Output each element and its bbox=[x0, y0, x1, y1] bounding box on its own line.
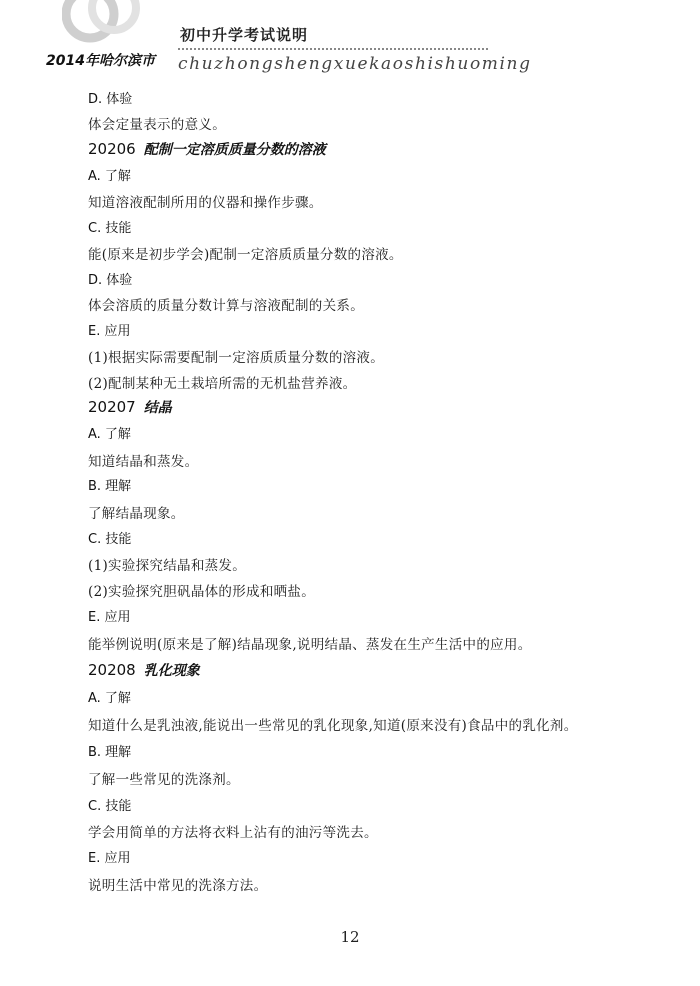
page-header bbox=[0, 0, 700, 90]
body-text: 能举例说明(原来是了解)结晶现象,说明结晶、蒸发在生产生活中的应用。 bbox=[88, 637, 532, 653]
section-name: 乳化现象 bbox=[143, 663, 200, 679]
level-label: C. 技能 bbox=[88, 532, 132, 547]
level-label: B. 理解 bbox=[88, 479, 132, 494]
body-text: 体会溶质的质量分数计算与溶液配制的关系。 bbox=[88, 298, 364, 314]
body-text: 知道溶液配制所用的仪器和操作步骤。 bbox=[88, 195, 323, 211]
section-code: 20208 bbox=[88, 661, 136, 679]
body-text: 知道什么是乳浊液,能说出一些常见的乳化现象,知道(原来没有)食品中的乳化剂。 bbox=[88, 718, 578, 734]
section-name: 配制一定溶质质量分数的溶液 bbox=[143, 142, 326, 158]
section-heading bbox=[88, 139, 326, 159]
header-divider bbox=[178, 48, 488, 50]
body-text: 学会用简单的方法将衣料上沾有的油污等洗去。 bbox=[88, 825, 378, 841]
header-pinyin: chuzhongshengxuekaoshishuoming bbox=[178, 54, 532, 74]
body-text: (1)实验探究结晶和蒸发。 bbox=[88, 558, 247, 574]
level-label: D. 体验 bbox=[88, 92, 133, 107]
header-title: 初中升学考试说明 bbox=[180, 26, 309, 44]
section-code: 20207 bbox=[88, 398, 136, 416]
level-label: A. 了解 bbox=[88, 691, 131, 706]
section-code: 20206 bbox=[88, 140, 136, 158]
body-text: 能(原来是初步学会)配制一定溶质质量分数的溶液。 bbox=[88, 247, 403, 263]
level-label: A. 了解 bbox=[88, 427, 131, 442]
page-number: 12 bbox=[340, 928, 360, 946]
level-label: E. 应用 bbox=[88, 324, 131, 339]
body-text: 体会定量表示的意义。 bbox=[88, 117, 226, 133]
body-text: 说明生活中常见的洗涤方法。 bbox=[88, 878, 268, 894]
section-name: 结晶 bbox=[143, 400, 172, 416]
level-label: C. 技能 bbox=[88, 799, 132, 814]
level-label: E. 应用 bbox=[88, 851, 131, 866]
level-label: C. 技能 bbox=[88, 221, 132, 236]
body-text: (2)实验探究胆矾晶体的形成和晒盐。 bbox=[88, 584, 316, 600]
level-label: D. 体验 bbox=[88, 273, 133, 288]
body-text: 知道结晶和蒸发。 bbox=[88, 454, 199, 470]
section-heading bbox=[88, 660, 200, 680]
section-heading bbox=[88, 397, 172, 417]
level-label: A. 了解 bbox=[88, 169, 131, 184]
header-city: 2014年哈尔滨市 bbox=[46, 53, 155, 69]
body-text: 了解结晶现象。 bbox=[88, 506, 185, 522]
body-text: (1)根据实际需要配制一定溶质质量分数的溶液。 bbox=[88, 350, 385, 366]
level-label: E. 应用 bbox=[88, 610, 131, 625]
body-text: 了解一些常见的洗涤剂。 bbox=[88, 772, 240, 788]
level-label: B. 理解 bbox=[88, 745, 132, 760]
body-text: (2)配制某种无土栽培所需的无机盐营养液。 bbox=[88, 376, 357, 392]
